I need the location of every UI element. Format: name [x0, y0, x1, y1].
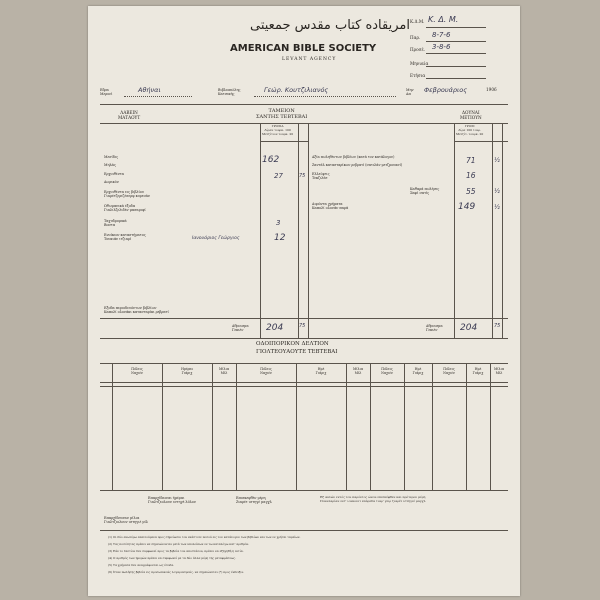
- expenses-note: Εξοδα περιοδευόντων βιβλίων Καπολί ολονάκι κατασταρίκι ρεβρατί: [104, 306, 169, 315]
- left-amount: 3: [276, 219, 281, 227]
- travel-col-header: Πόλεις Ναχιέν: [260, 367, 272, 375]
- stamp-value: 8-7-6: [432, 31, 451, 39]
- right-column-header: ΓΡΟΣΙ Λίρα 100 τουρ. Μετζίτ. τουρκ. 20: [456, 124, 484, 136]
- travel-footer-days: Επαρχίδαιναι ήμέραι Γιαλτζεολουν ιστηγέ λόλον: [148, 496, 196, 505]
- travel-col-header: Ημέ Γιάριχ: [315, 367, 327, 375]
- stamp-label: Παρ.: [410, 35, 421, 40]
- footnote: (4) Ο αριθμός των ημερών πρέπει να συμφωνεί με τα δύο άλλα μέρη της μεταφράσεως.: [108, 556, 236, 560]
- stamp-label: Ετήσια: [410, 73, 426, 78]
- left-item: Ενοίκιον καταστήματος Τουκιάν ιτζιαρί: [104, 233, 146, 242]
- payments-title: ΔΟΥΝΑΙ ΜΕΤΙΟΥΝ: [460, 110, 482, 121]
- sum-left-label: Αθροισμα Γεκιέν: [232, 324, 249, 333]
- travel-footer-previous: Εξ αυτών εντός του παρόντος ώνου επισκέφθεν και πρότερον μέρη Πουνλαρίαν εντ' ιονκονιτ επάρεδα τιαρ' γειρ ζιαρέτ ιστηγιέ μαγχλ: [320, 495, 426, 503]
- register-stamp: [410, 16, 510, 86]
- document-sheet: [88, 6, 520, 596]
- travel-title: ΟΔΟΙΠΟΡΙΚΟΝ ΔΕΛΤΙΟΝ: [256, 341, 329, 347]
- stamp-label: Κ.Δ.Μ.: [410, 19, 425, 24]
- left-amount: 12: [274, 233, 286, 243]
- sum-left-fraction: 75: [299, 323, 306, 329]
- right-amount-fraction: ½: [494, 157, 500, 164]
- travel-col-header: Πόλεις Ναχιέν: [381, 367, 393, 375]
- travel-col-header: Πόλεις Ναχιέν: [443, 367, 455, 375]
- footnote: (2) Τας ποσότητας πρέπει να σημειώνονται μετά των υπολοίπων εν τω καταλόγω κατ' αριθμόν.: [108, 542, 250, 546]
- left-item: Ταχυδρομικά Βοστα: [104, 219, 127, 228]
- left-note: Ιανουάριος Γεώργιος: [192, 236, 240, 241]
- left-item: Αωρικόν: [104, 180, 119, 184]
- left-amount: 162: [262, 155, 280, 165]
- travel-col-header: Πόλεις Ναχιέν: [131, 367, 143, 375]
- footnote: (3) Εάν το δελτίον δεν συμφωνεί προς τα βιβλία του αποστάλου, πρέπει να εξηγηθή η αιτία.: [108, 549, 244, 553]
- left-item: Μηλάς: [104, 163, 116, 167]
- cash-title: ΤΑΜΕΙΟΝ ΣΑΝΤΗΣ ΤΕΒΤΕΒΑΙ: [256, 108, 308, 120]
- right-amount: 149: [458, 202, 476, 212]
- month-label: Μην Απ: [406, 88, 414, 97]
- left-amount: 27: [274, 172, 283, 180]
- travel-col-header: Ημέ Γιάριχ: [412, 367, 424, 375]
- receipts-title: ΛΑΒΕΙΝ ΜΑΤΑΟΥΤ: [118, 110, 141, 121]
- travel-subtitle: ΓΙΟΛΤΕΟΥΑΟΥΤΕ ΤΕΒΤΕΒΑΙ: [256, 349, 338, 355]
- stamp-label: Προσέ.: [410, 47, 425, 52]
- left-column-header: ΓΡΟΣΙΑ Λίραν τουρκ. 100 Μετζίτιον τουρκ. 20: [262, 124, 294, 136]
- left-item: Μεσίδις: [104, 155, 119, 159]
- travel-col-header: Μίλια Μίλ: [353, 367, 363, 375]
- ottoman-title: امريقاده كتاب مقدس جمعيتى: [250, 18, 410, 33]
- travel-col-header: Ημέ Γιάριχ: [472, 367, 484, 375]
- sum-right-fraction: 75: [494, 323, 501, 329]
- place-label: Εδρα Μεροεί: [100, 88, 113, 97]
- stamp-label: Μηνιαία: [410, 61, 429, 66]
- left-item: Ερχοιθέντα: [104, 172, 124, 176]
- right-item: Ελλείψεις Τεκζιλάτ: [312, 172, 330, 181]
- right-amount-fraction: ½: [494, 188, 500, 195]
- right-amount: 16: [466, 171, 476, 180]
- month-value: Φεβρουάριος: [424, 86, 468, 94]
- footnote: (5) Τα χρήματα δεν αναγράφονται ως έσοδα.: [108, 563, 175, 567]
- right-item: Καθαρά πωλήσις Σαφί σατίς: [410, 187, 440, 196]
- right-item: Αξία πωληθέντων βιβλίων (κατά τον κατάλογον): [312, 155, 395, 159]
- left-item: Ερχοιθέντα εις βιβλίου Γιαρέτζεριζέσερφ κυρευάν: [104, 190, 150, 199]
- left-amount-fraction: 75: [299, 173, 306, 179]
- left-item: Ωθωμανικά έξοδα Γιαλιλζελιδέν μασαριφί: [104, 204, 146, 213]
- sum-right-label: Αθροισμα Γεκιέν: [426, 324, 443, 333]
- right-item: Αυρόντα χρήματα Καπολί ολονάν παρά: [312, 202, 349, 211]
- travel-footer-miles: Επαρχίδευσαν μίλια Γιαλτζιολουν ιστηγιέ μίλ: [104, 516, 149, 525]
- travel-col-header: Ημέραι Γιάριχ: [181, 367, 193, 375]
- seller-label: Βιβλιοπώλης Κατσικής: [218, 88, 241, 97]
- travel-col-header: Μίλια Μίλ: [219, 367, 229, 375]
- sum-right-value: 204: [460, 323, 478, 333]
- right-amount: 71: [466, 156, 476, 165]
- footnote: (1) Οι δύο ανωτέρω απαιτούμενα προς σημείωσιν του εκάστοτε ποσού εις τον κατάλογον των βιβλίων και των εν χρήσει ταμείων.: [108, 535, 301, 539]
- org-name: AMERICAN BIBLE SOCIETY: [230, 43, 377, 54]
- right-amount: 55: [466, 187, 476, 196]
- seller-value: Γεώρ. Κουτζιλιανός: [264, 86, 329, 94]
- stamp-value: K. Δ. M.: [428, 15, 459, 24]
- right-amount-fraction: ½: [494, 204, 500, 211]
- right-item: Ζαντάλ κατασταρίκων ρεβρατί (σατιλάν μετζμουασί): [312, 163, 403, 167]
- footnote: (6) Όταν πωλήσης βιβλία εις προσωπικούς λογαριασμούς, να σημειώνεται (*) προς ένδειξιν.: [108, 570, 245, 574]
- sum-left-value: 204: [266, 323, 284, 333]
- travel-col-header: Μίλια Μίλ: [494, 367, 504, 375]
- agency-name: LEVANT AGENCY: [282, 57, 337, 62]
- stamp-value: 3-8-6: [432, 43, 451, 51]
- travel-footer-visited: Επισκεφθέν μέρη Ζιαρέτ ιστηγέ μαγχλ: [236, 496, 272, 505]
- place-value: Αθήναι: [138, 86, 161, 94]
- year-value: 1906: [486, 87, 497, 92]
